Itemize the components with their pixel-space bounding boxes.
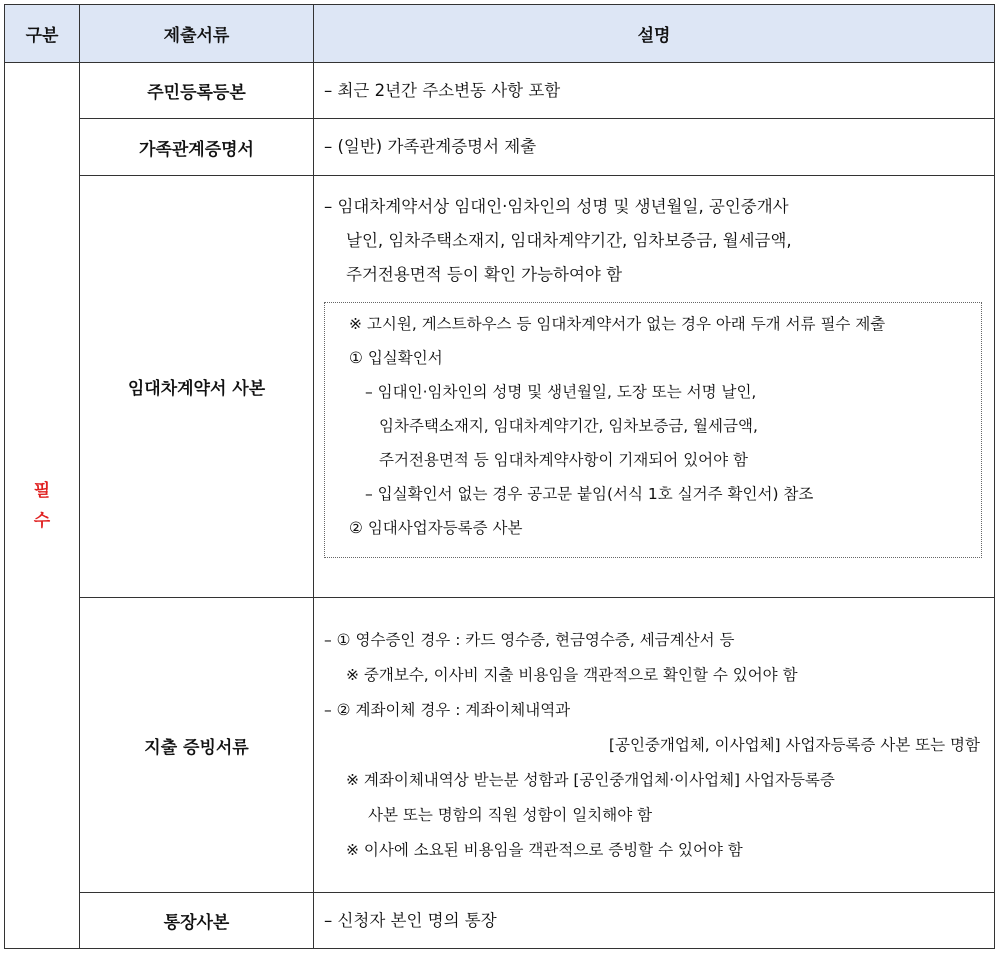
category-label-line1: 필	[33, 480, 51, 501]
expense-line-2: ※ 중개보수, 이사비 지출 비용임을 객관적으로 확인할 수 있어야 함	[346, 665, 798, 684]
doc-bank-book: 통장사본	[80, 893, 314, 949]
category-label-line2: 수	[33, 510, 51, 531]
lease-note-line-5: 주거전용면적 등 임대차계약사항이 기재되어 있어야 함	[379, 451, 749, 469]
header-documents: 제출서류	[80, 5, 314, 63]
doc-family-relation: 가족관계증명서	[80, 119, 314, 176]
expense-line-4: [공인중개업체, 이사업체] 사업자등록증 사본 또는 명함	[608, 735, 980, 754]
doc-resident-registration: 주민등록등본	[80, 63, 314, 119]
lease-note-line-6: – 입실확인서 없는 경우 공고문 붙임(서식 1호 실거주 확인서) 참조	[365, 485, 814, 503]
lease-note-line-7: ② 임대사업자등록증 사본	[349, 519, 523, 537]
table-row-lease	[5, 176, 995, 598]
category-cell-required	[5, 63, 80, 949]
doc-lease-contract: 임대차계약서 사본	[80, 176, 314, 598]
document-requirements-table	[4, 4, 995, 949]
table-row-resident	[5, 63, 995, 119]
lease-desc-line-3: 주거전용면적 등이 확인 가능하여야 함	[346, 265, 623, 284]
lease-description	[324, 190, 982, 292]
expense-line-1: – ① 영수증인 경우 : 카드 영수증, 현금영수증, 세금계산서 등	[324, 630, 735, 649]
desc-bank-book: – 신청자 본인 명의 통장	[314, 893, 995, 949]
lease-note-line-1: ※ 고시원, 게스트하우스 등 임대차계약서가 없는 경우 아래 두개 서류 필수 제출	[349, 315, 886, 333]
expense-line-7: ※ 이사에 소요된 비용임을 객관적으로 증빙할 수 있어야 함	[346, 840, 743, 859]
lease-desc-line-2: 날인, 임차주택소재지, 임대차계약기간, 임차보증금, 월세금액,	[346, 231, 792, 250]
expense-line-5: ※ 계좌이체내역상 받는분 성함과 [공인중개업체·이사업체] 사업자등록증	[346, 770, 835, 789]
header-category: 구분	[5, 5, 80, 63]
table-row-expense	[5, 598, 995, 893]
table-header-row	[5, 5, 995, 63]
table-row-bank	[5, 893, 995, 949]
doc-expense-proof: 지출 증빙서류	[80, 598, 314, 893]
desc-expense-proof	[314, 598, 995, 893]
desc-lease-contract	[314, 176, 995, 598]
header-description: 설명	[314, 5, 995, 63]
expense-line-3: – ② 계좌이체 경우 : 계좌이체내역과	[324, 700, 571, 719]
lease-note-line-2: ① 입실확인서	[349, 349, 443, 367]
lease-note-line-3: – 임대인·임차인의 성명 및 생년월일, 도장 또는 서명 날인,	[365, 383, 757, 401]
expense-line-6: 사본 또는 명함의 직원 성함이 일치해야 함	[368, 805, 653, 824]
desc-family-relation: – (일반) 가족관계증명서 제출	[314, 119, 995, 176]
lease-desc-line-1: – 임대차계약서상 임대인·임차인의 성명 및 생년월일, 공인중개사	[324, 197, 789, 216]
lease-note-box	[324, 302, 982, 558]
table-row-family	[5, 119, 995, 176]
desc-resident-registration: – 최근 2년간 주소변동 사항 포함	[314, 63, 995, 119]
lease-note-line-4: 임차주택소재지, 임대차계약기간, 임차보증금, 월세금액,	[379, 417, 758, 435]
